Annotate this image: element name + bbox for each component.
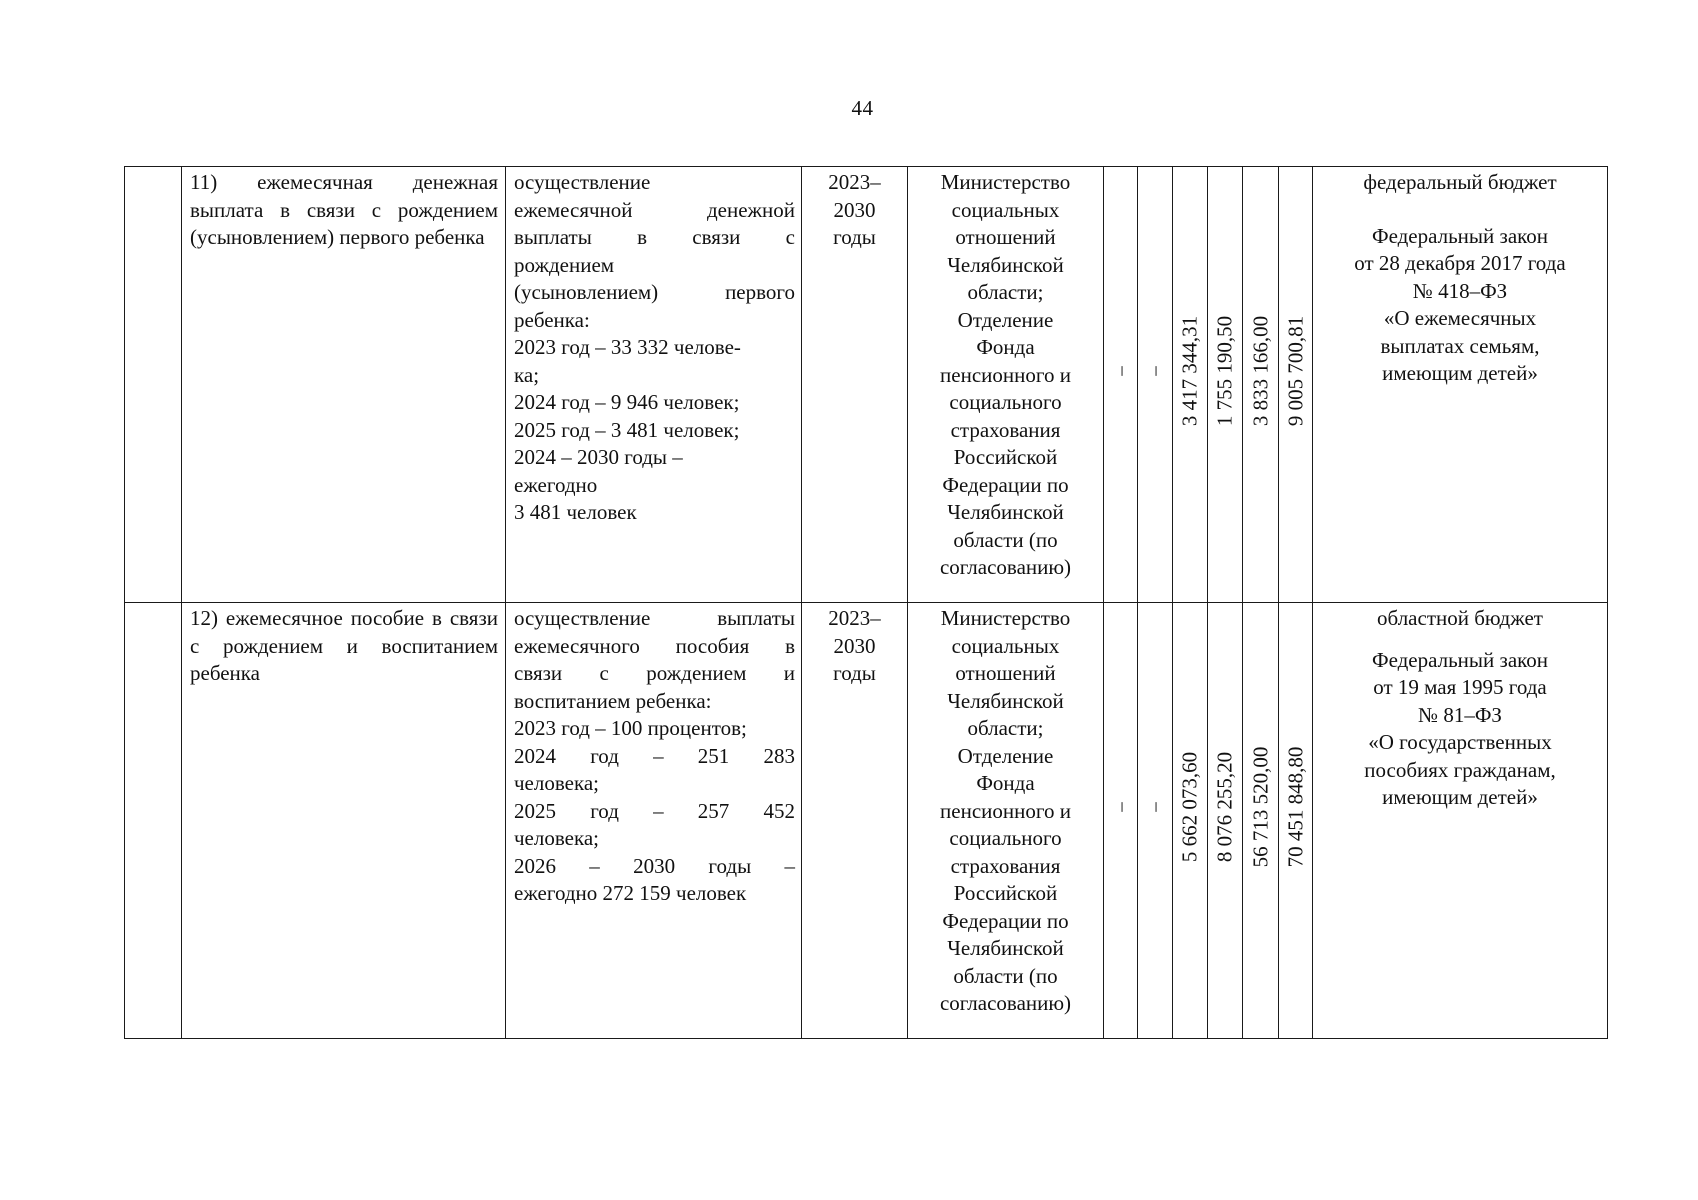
activity-line: 2023 год – 33 332 челове- [514,335,741,359]
table-row [125,167,1608,603]
funding-cell [1173,167,1208,603]
activity-line: человека; [514,771,600,795]
page-number: 44 [851,96,874,120]
measure-activity-cell [506,167,802,603]
funding-value: 56 713 520,00 [1248,747,1272,868]
executor-line: области (по [953,527,1058,552]
executor-cell [908,167,1104,603]
activity-line: 2025 год – 3 481 человек; [514,417,740,442]
law-line: Федеральный закон [1371,223,1549,248]
activity-line: ежегодно 272 159 человек [514,881,747,905]
period-line: 2030 [833,197,876,222]
executor-line: Фонда [976,771,1035,795]
executor-line: отношений [955,225,1056,249]
activity-line: 3 481 человек [514,500,637,524]
executor-line: согласованию) [939,991,1072,1015]
law-line: пособиях гражданам, [1364,757,1556,782]
funding-cell [1173,603,1208,1039]
executor-cell [908,603,1104,1039]
activity-line: 2026 – 2030 годы – [514,853,795,878]
measure-description-cell [182,603,506,1039]
executor-line: Российской [953,445,1058,469]
period-cell [802,167,908,603]
budget-source: областной бюджет [1377,606,1543,630]
funding-total-cell [1279,167,1313,603]
funding-cell [1208,603,1243,1039]
period-line: 2023– [828,606,881,630]
activity-line: выплаты в связи с [514,225,795,249]
period-line: 2030 [833,633,876,658]
executor-line: Челябинской [947,688,1064,713]
executor-line: Министерство [940,170,1071,194]
funding-cell [1104,603,1138,1039]
activity-line: связи с рождением и [514,661,795,685]
executor-line: отношений [955,661,1056,685]
budget-law-cell [1313,603,1608,1039]
executor-line: Федерации по [942,472,1069,497]
executor-line: Челябинской [947,252,1064,277]
measure-activity-cell [506,603,802,1039]
law-line: № 81–ФЗ [1418,702,1502,727]
funding-value: 3 833 166,00 [1248,316,1272,427]
activity-line: осуществление [514,170,651,194]
program-table [124,166,1608,1039]
activity-line: ежегодно [514,472,598,497]
executor-line: пенсионного и [940,362,1071,387]
executor-line: Российской [953,881,1058,905]
table-row [125,603,1608,1039]
law-line: № 418–ФЗ [1412,278,1508,303]
activity-line: (усыновлением) первого [514,280,795,304]
period-line: годы [833,661,876,685]
funding-cell [1243,167,1279,603]
funding-total: 70 451 848,80 [1283,747,1307,868]
executor-line: Фонда [976,335,1035,359]
funding-total-cell [1279,603,1313,1039]
funding-cell [1208,167,1243,603]
activity-line: ка; [514,362,540,387]
executor-line: области (по [953,963,1058,988]
funding-value: 8 076 255,20 [1212,752,1237,863]
funding-value: 5 662 073,60 [1177,752,1202,863]
executor-line: социального [949,390,1062,414]
executor-line: социальных [951,633,1060,658]
law-line: от 19 мая 1995 года [1373,675,1547,699]
activity-line: рождением [514,252,615,277]
executor-line: области; [967,716,1044,740]
activity-line: ежемесячного пособия в [514,633,795,658]
executor-line: Федерации по [942,908,1069,933]
funding-cell [1243,603,1279,1039]
executor-line: Челябинской [947,500,1064,524]
funding-value: – [1144,366,1166,377]
funding-value: – [1110,366,1131,377]
activity-line: человека; [514,826,600,850]
measure-description: 11) ежемесячная денежная выплата в связи с рождением (усыновлением) первого ребенка [190,170,498,249]
executor-line: Отделение [957,743,1054,768]
funding-value: – [1144,802,1166,813]
activity-line: 2024 год – 251 283 [514,743,795,768]
executor-line: согласованию) [939,555,1072,579]
funding-value: 1 755 190,50 [1212,316,1237,427]
activity-line: 2024 год – 9 946 человек; [514,390,740,414]
budget-source: федеральный бюджет [1363,170,1557,194]
executor-line: страхования [950,417,1061,442]
executor-line: области; [967,280,1044,304]
law-line: «О государственных [1368,730,1552,754]
executor-line: страхования [950,853,1061,878]
activity-line: 2025 год – 257 452 [514,798,795,823]
budget-law-cell [1313,167,1608,603]
law-line: имеющим детей» [1382,785,1538,809]
measure-description-cell [182,167,506,603]
funding-value: 3 417 344,31 [1177,316,1202,427]
executor-line: социальных [951,197,1060,222]
law-line: выплатах семьям, [1380,333,1540,358]
activity-line: 2024 – 2030 годы – [514,445,683,469]
measure-description: 12) ежемесячное пособие в связи с рождением и воспитанием ребенка [190,606,498,685]
funding-total: 9 005 700,81 [1283,316,1307,427]
period-line: годы [833,225,876,249]
law-line: Федеральный закон [1371,647,1549,672]
executor-line: социального [949,826,1062,850]
period-cell [802,603,908,1039]
activity-line: воспитанием ребенка: [514,688,712,713]
executor-line: Челябинской [947,936,1064,960]
funding-value: – [1110,802,1131,813]
law-line: имеющим детей» [1382,361,1538,385]
funding-cell [1138,167,1173,603]
executor-line: пенсионного и [940,798,1071,823]
executor-line: Отделение [957,307,1054,332]
activity-line: осуществление выплаты [514,606,795,630]
law-line: «О ежемесячных [1383,306,1537,330]
funding-cell [1104,167,1138,603]
funding-cell [1138,603,1173,1039]
row-number-cell [125,603,182,1039]
activity-line: 2023 год – 100 процентов; [514,716,747,740]
activity-line: ребенка: [514,307,590,332]
law-line: от 28 декабря 2017 года [1354,251,1566,275]
period-line: 2023– [828,170,881,194]
executor-line: Министерство [940,606,1071,630]
row-number-cell [125,167,182,603]
activity-line: ежемесячной денежной [514,197,795,222]
